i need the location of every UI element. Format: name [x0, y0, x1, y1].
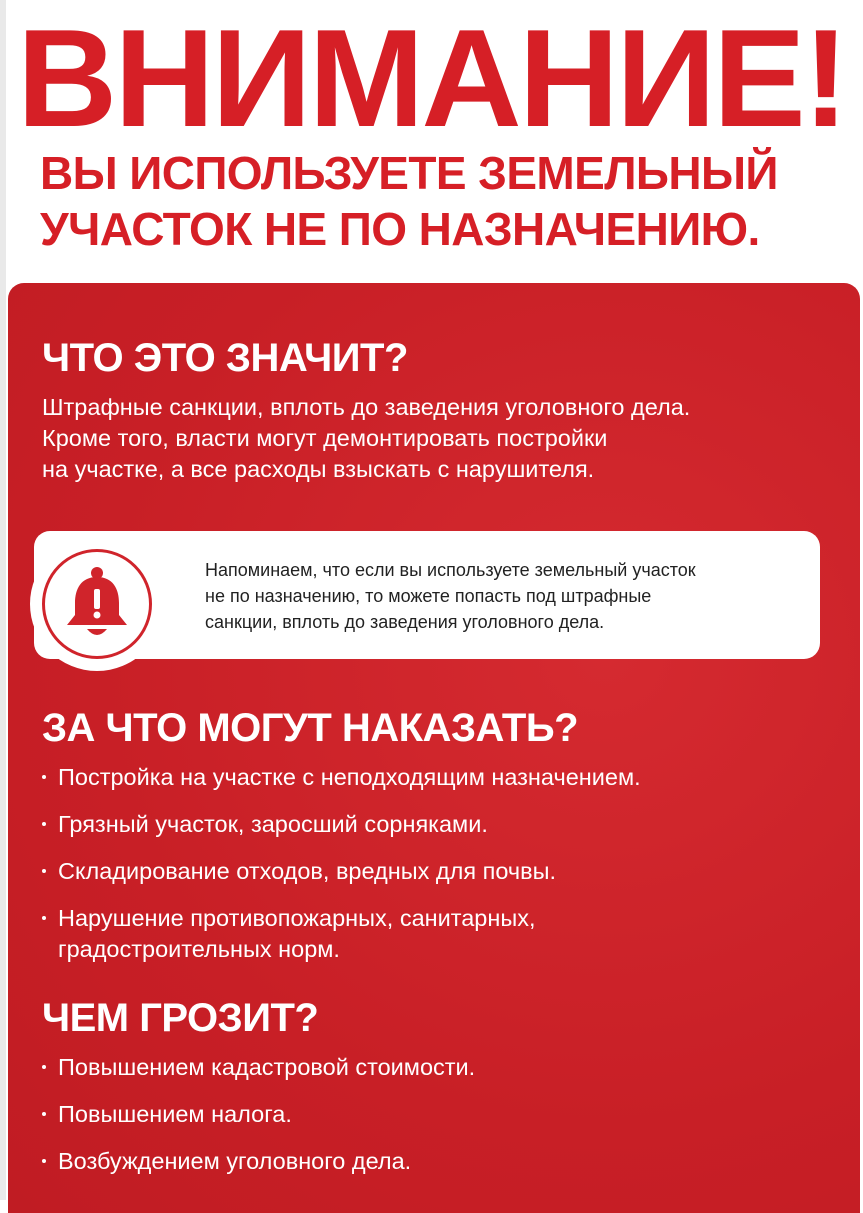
- subheadline-line-2: УЧАСТОК НЕ ПО НАЗНАЧЕНИЮ.: [40, 203, 760, 255]
- consequences-list: [42, 1052, 475, 1193]
- bullet-icon: [42, 1112, 46, 1116]
- section-title-punishable: ЗА ЧТО МОГУТ НАКАЗАТЬ?: [42, 706, 579, 750]
- meaning-line-3: на участке, а все расходы взыскать с нарушителя.: [42, 456, 595, 482]
- bullet-icon: [42, 916, 46, 920]
- list-item: Грязный участок, заросший сорняками.: [42, 809, 641, 840]
- bullet-icon: [42, 775, 46, 779]
- list-item: Постройка на участке с неподходящим назначением.: [42, 762, 641, 793]
- notice-line-3: санкции, вплоть до заведения уголовного дела.: [205, 612, 605, 632]
- section-title-consequences: ЧЕМ ГРОЗИТ?: [42, 996, 319, 1040]
- list-item: Повышением налога.: [42, 1099, 475, 1130]
- page-subheadline: [40, 145, 840, 257]
- subheadline-line-1: ВЫ ИСПОЛЬЗУЕТЕ ЗЕМЕЛЬНЫЙ: [40, 147, 778, 199]
- alarm-bell-icon: [61, 565, 133, 643]
- page-edge: [0, 0, 6, 1200]
- list-item: Складирование отходов, вредных для почвы.: [42, 856, 641, 887]
- notice-text: [205, 557, 805, 635]
- list-item: Возбуждением уголовного дела.: [42, 1146, 475, 1177]
- bullet-icon: [42, 1159, 46, 1163]
- notice-icon-frame: [42, 549, 152, 659]
- page-headline: ВНИМАНИЕ!: [16, 1, 847, 156]
- meaning-line-2: Кроме того, власти могут демонтировать постройки: [42, 425, 608, 451]
- meaning-line-1: Штрафные санкции, вплоть до заведения уголовного дела.: [42, 394, 691, 420]
- bullet-icon: [42, 1065, 46, 1069]
- notice-line-2: не по назначению, то можете попасть под штрафные: [205, 586, 652, 606]
- section-title-meaning: ЧТО ЭТО ЗНАЧИТ?: [42, 336, 408, 380]
- notice-line-1: Напоминаем, что если вы используете земельный участок: [205, 560, 696, 580]
- meaning-paragraph: [42, 392, 832, 485]
- bullet-icon: [42, 869, 46, 873]
- list-item: Нарушение противопожарных, санитарных, градостроительных норм.: [42, 903, 641, 965]
- punishable-list: [42, 762, 641, 981]
- bullet-icon: [42, 822, 46, 826]
- list-item: Повышением кадастровой стоимости.: [42, 1052, 475, 1083]
